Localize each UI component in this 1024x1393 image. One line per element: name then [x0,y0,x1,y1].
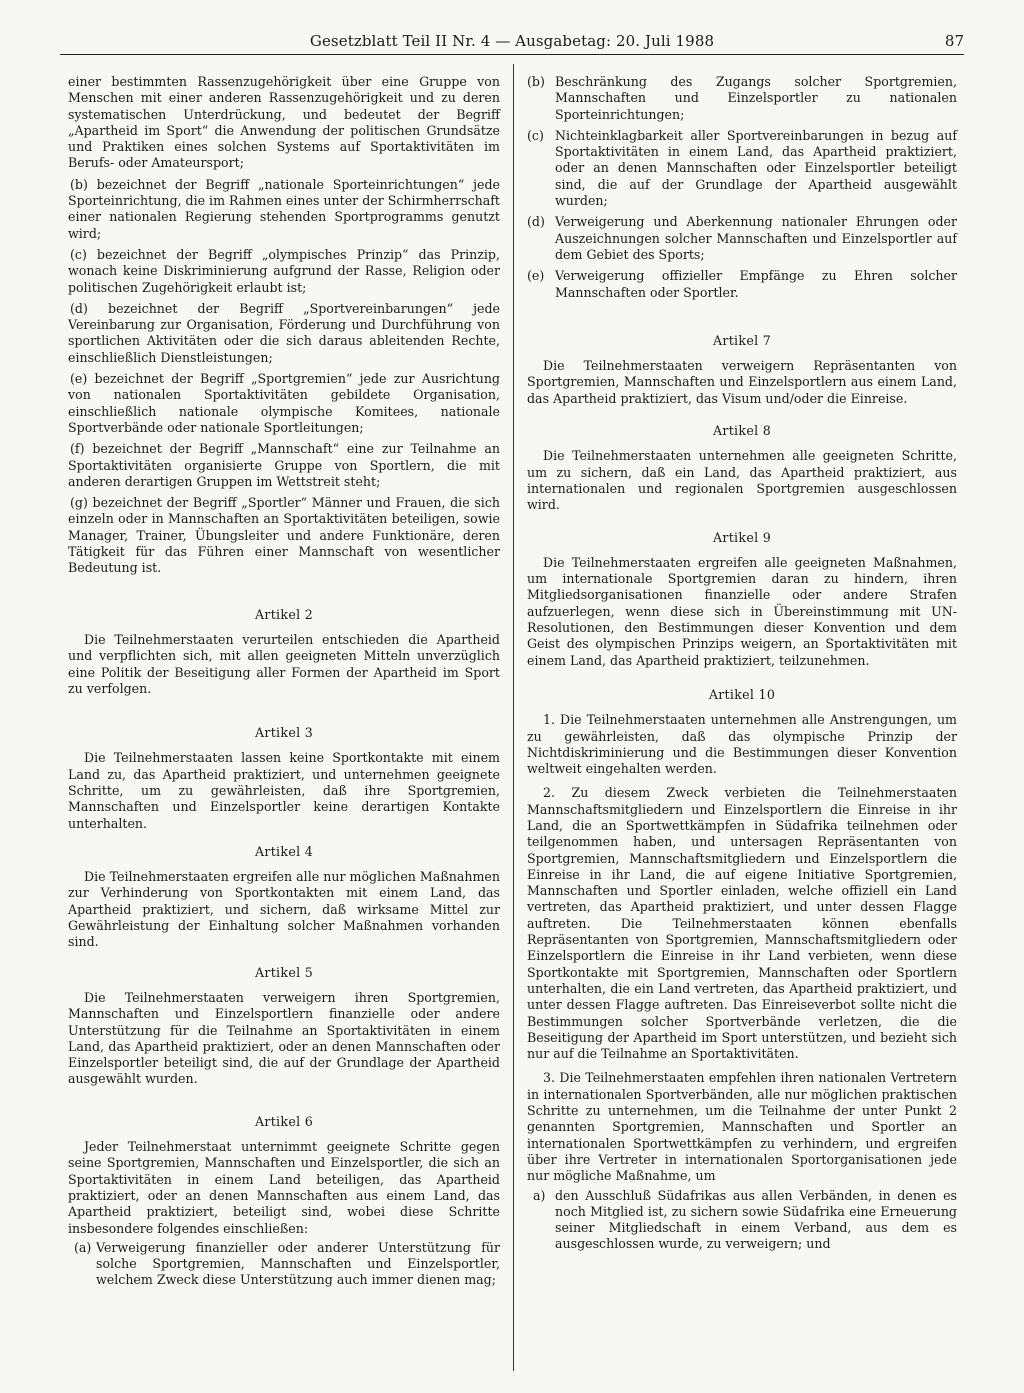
artikel-9-heading: Artikel 9 [712,529,772,545]
item-label: (a) [74,1239,92,1255]
item-label: (c) [527,127,544,143]
item-label: (e) [527,268,545,284]
artikel-10-item-a [527,1188,957,1253]
item-label: (d) [527,214,545,230]
item-text: Verweigerung offizieller Empfänge zu Ehren solcher Mannschaften oder Sportler. [555,268,957,300]
artikel-6-heading: Artikel 6 [254,1113,314,1129]
artikel-6-text: Jeder Teilnehmerstaat unternimmt geeignete Schritte gegen seine Sportgremien, Mannschaften und Einzelsportler, die sich an Sportaktivitäten in einem Land beteiligen, das Apartheid praktiziert, oder an denen Mannschaften aus einem Land, das Apartheid praktiziert, beteiligt sind, wobei diese Schritte insbesondere folgendes einschließen: [68,1139,500,1236]
artikel-4-heading: Artikel 4 [254,843,314,859]
artikel-2-text: Die Teilnehmerstaaten verurteilen entschieden die Apartheid und verpflichten sich, mit allen geeigneten Mitteln unverzüglich eine Politik der Beseitigung aller Formen der Apartheid im Sport zu verfolgen. [68,631,500,696]
artikel-5-text: Die Teilnehmerstaaten verweigern ihren Sportgremien, Mannschaften und Einzelsportlern finanzielle oder andere Unterstützung für die Teilnahme an Sportaktivitäten in einem Land, das Apartheid praktiziert, oder an denen Mannschaften oder Einzelsportler beteiligt sind, die auf der Grundlage der Apartheid ausgewählt wurden. [68,989,500,1087]
artikel-6-item-c [527,128,957,209]
definition-d: (d) bezeichnet der Begriff „Sportvereinbarungen“ jede Vereinbarung zur Organisation, Förderung und Durchführung von sportlichen Aktivitäten oder die sich daraus ableitenden Rechte, einschließlich Dienstleistungen; [68,300,500,365]
page-header [60,30,964,55]
item-label: a) [533,1187,546,1203]
artikel-8-heading: Artikel 8 [712,423,772,439]
artikel-2-heading: Artikel 2 [254,606,314,622]
artikel-6-item-a [68,1240,500,1289]
intro-continuation: einer bestimmten Rassenzugehörigkeit über eine Gruppe von Menschen mit einer anderen Rassenzugehörigkeit und zu deren systematischen Unterdrückung, und bedeutet der Begriff „Apartheid im Sport“ die Anwendung der politischen Grundsätze und Praktiken eines solchen Systems auf Sportaktivitäten im Berufs- oder Amateursport; [68,74,500,171]
item-text: Nichteinklagbarkeit aller Sportvereinbarungen in bezug auf Sportaktivitäten in einem Land, das Apartheid praktiziert, oder an denen Mannschaften oder Einzelsportler beteiligt sind, die auf der Grundlage der Apartheid ausgewählt wurden; [555,127,957,209]
left-column [68,74,500,1289]
artikel-6-item-b [527,74,957,123]
definition-g: (g) bezeichnet der Begriff „Sportler“ Männer und Frauen, die sich einzeln oder in Mannschaften an Sportaktivitäten beteiligen, sowie Manager, Trainer, Übungsleiter und andere Funktionäre, deren Tätigkeit für das Führen einer Mannschaft von wesentlicher Bedeutung ist. [68,495,500,576]
artikel-10-para-3: 3. Die Teilnehmerstaaten empfehlen ihren nationalen Vertretern in internationalen Sportverbänden, alle nur möglichen praktischen Schritte zu unternehmen, um die Teilnahme der unter Punkt 2 genannten Sportgremien, Mannschaften und Sportler an internationalen Sportwettkämpfen zu verhindern, und ergreifen über ihre Vertreter in internationalen Sportorganisationen jede nur mögliche Maßnahme, um [527,1070,957,1184]
definition-b: (b) bezeichnet der Begriff „nationale Sporteinrichtungen“ jede Sporteinrichtung, die im Rahmen eines unter der Schirmherrschaft einer nationalen Regierung stehenden Sportprogramms genutzt wird; [68,176,500,241]
artikel-7-heading: Artikel 7 [712,332,772,348]
artikel-10-para-2: 2. Zu diesem Zweck verbieten die Teilnehmerstaaten Mannschaftsmitgliedern und Einzelsportlern die Einreise in ihr Land, die an Sportwettkämpfen in Südafrika teilnehmen oder teilgenommen haben, und untersagen Repräsentanten von Sportgremien, Mannschaftsmitgliedern und Einzelsportlern die Einreise in ihr Land, die auf eigene Initiative Sportgremien, Mannschaften und Sportler einladen, welche offiziell ein Land vertreten, das Apartheid praktiziert, und unter dessen Flagge auftreten. Die Teilnehmerstaaten können ebenfalls Repräsentanten von Sportgremien, Mannschaftsmitgliedern oder Einzelsportlern die Einreise in ihr Land verbieten, wenn diese Sportkontakte mit Sportgremien, Mannschaften oder Sportlern unterhalten, die ein Land vertreten, das Apartheid praktiziert, und unter dessen Flagge auftreten. Das Einreiseverbot sollte nicht die Bestimmungen solcher Sportverbände verletzen, die die Beseitigung der Apartheid im Sport unterstützen, und bezieht sich nur auf die Teilnahme an Sportaktivitäten. [527,785,957,1062]
artikel-8-text: Die Teilnehmerstaaten unternehmen alle geeigneten Schritte, um zu sichern, daß ein Land, das Apartheid praktiziert, aus internationalen und regionalen Sportgremien ausgeschlossen wird. [527,448,957,513]
right-column [527,74,957,1253]
artikel-3-text: Die Teilnehmerstaaten lassen keine Sportkontakte mit einem Land zu, das Apartheid praktiziert, und unternehmen geeignete Schritte, um zu gewährleisten, daß ihre Sportgremien, Mannschaften und Einzelsportler keine derartigen Kontakte unterhalten. [68,750,500,831]
item-text: Beschränkung des Zugangs solcher Sportgremien, Mannschaften und Einzelsportler zu nationalen Sporteinrichtungen; [555,74,957,122]
item-text: den Ausschluß Südafrikas aus allen Verbänden, in denen es noch Mitglied ist, zu sichern sowie Südafrika eine Erneuerung seiner Mitgliedschaft in einem Verband, aus dem es ausgeschlossen wurde, zu verweigern; und [555,1187,957,1252]
definition-c: (c) bezeichnet der Begriff „olympisches Prinzip“ das Prinzip, wonach keine Diskriminierung aufgrund der Rasse, Religion oder politischen Zugehörigkeit erlaubt ist; [68,246,500,295]
artikel-3-heading: Artikel 3 [254,725,314,741]
artikel-10-para-1: 1. Die Teilnehmerstaaten unternehmen alle Anstrengungen, um zu gewährleisten, daß das olympische Prinzip der Nichtdiskriminierung und die Bestimmungen dieser Konvention weltweit eingehalten werden. [527,712,957,777]
column-divider [513,64,514,1371]
item-text: Verweigerung und Aberkennung nationaler Ehrungen oder Auszeichnungen solcher Mannschaften und Einzelsportler auf dem Gebiet des Sports; [555,214,957,262]
header-title: Gesetzblatt Teil II Nr. 4 — Ausgabetag: 20. Juli 1988 [309,32,715,50]
item-text: Verweigerung finanzieller oder anderer Unterstützung für solche Sportgremien, Mannschaften und Einzelsportler, welchem Zweck diese Unterstützung auch immer dienen mag; [96,1239,500,1288]
artikel-5-heading: Artikel 5 [254,964,314,980]
artikel-6-item-e [527,268,957,301]
artikel-7-text: Die Teilnehmerstaaten verweigern Repräsentanten von Sportgremien, Mannschaften und Einzelsportlern aus einem Land, das Apartheid praktiziert, das Visum und/oder die Einreise. [527,358,957,406]
page-number: 87 [944,32,964,50]
item-label: (b) [527,74,545,89]
artikel-9-text: Die Teilnehmerstaaten ergreifen alle geeigneten Maßnahmen, um internationale Sportgremien daran zu hindern, ihren Mitgliedsorganisationen finanzielle oder andere Strafen aufzuerlegen, wenn diese sich in Übereinstimmung mit UN-Resolutionen, den Bestimmungen dieser Konvention und dem Geist des olympischen Prinzips weigern, an Sportaktivitäten mit einem Land, das Apartheid praktiziert, teilzunehmen. [527,554,957,668]
definition-f: (f) bezeichnet der Begriff „Mannschaft“ eine zur Teilnahme an Sportaktivitäten organisierte Gruppe von Sportlern, die mit anderen derartigen Gruppen im Wettstreit steht; [68,441,500,489]
artikel-6-item-d [527,214,957,263]
definition-e: (e) bezeichnet der Begriff „Sportgremien“ jede zur Ausrichtung von nationalen Sportaktivitäten gebildete Organisation, einschließlich nationale olympische Komitees, nationale Sportverbände oder nationale Sportleitungen; [68,371,500,435]
artikel-10-heading: Artikel 10 [708,686,776,702]
artikel-4-text: Die Teilnehmerstaaten ergreifen alle nur möglichen Maßnahmen zur Verhinderung von Sportkontakten mit einem Land, das Apartheid praktiziert, und sichern, daß wirksame Mittel zur Gewährleistung der Einhaltung solcher Maßnahmen vorhanden sind. [68,869,500,950]
